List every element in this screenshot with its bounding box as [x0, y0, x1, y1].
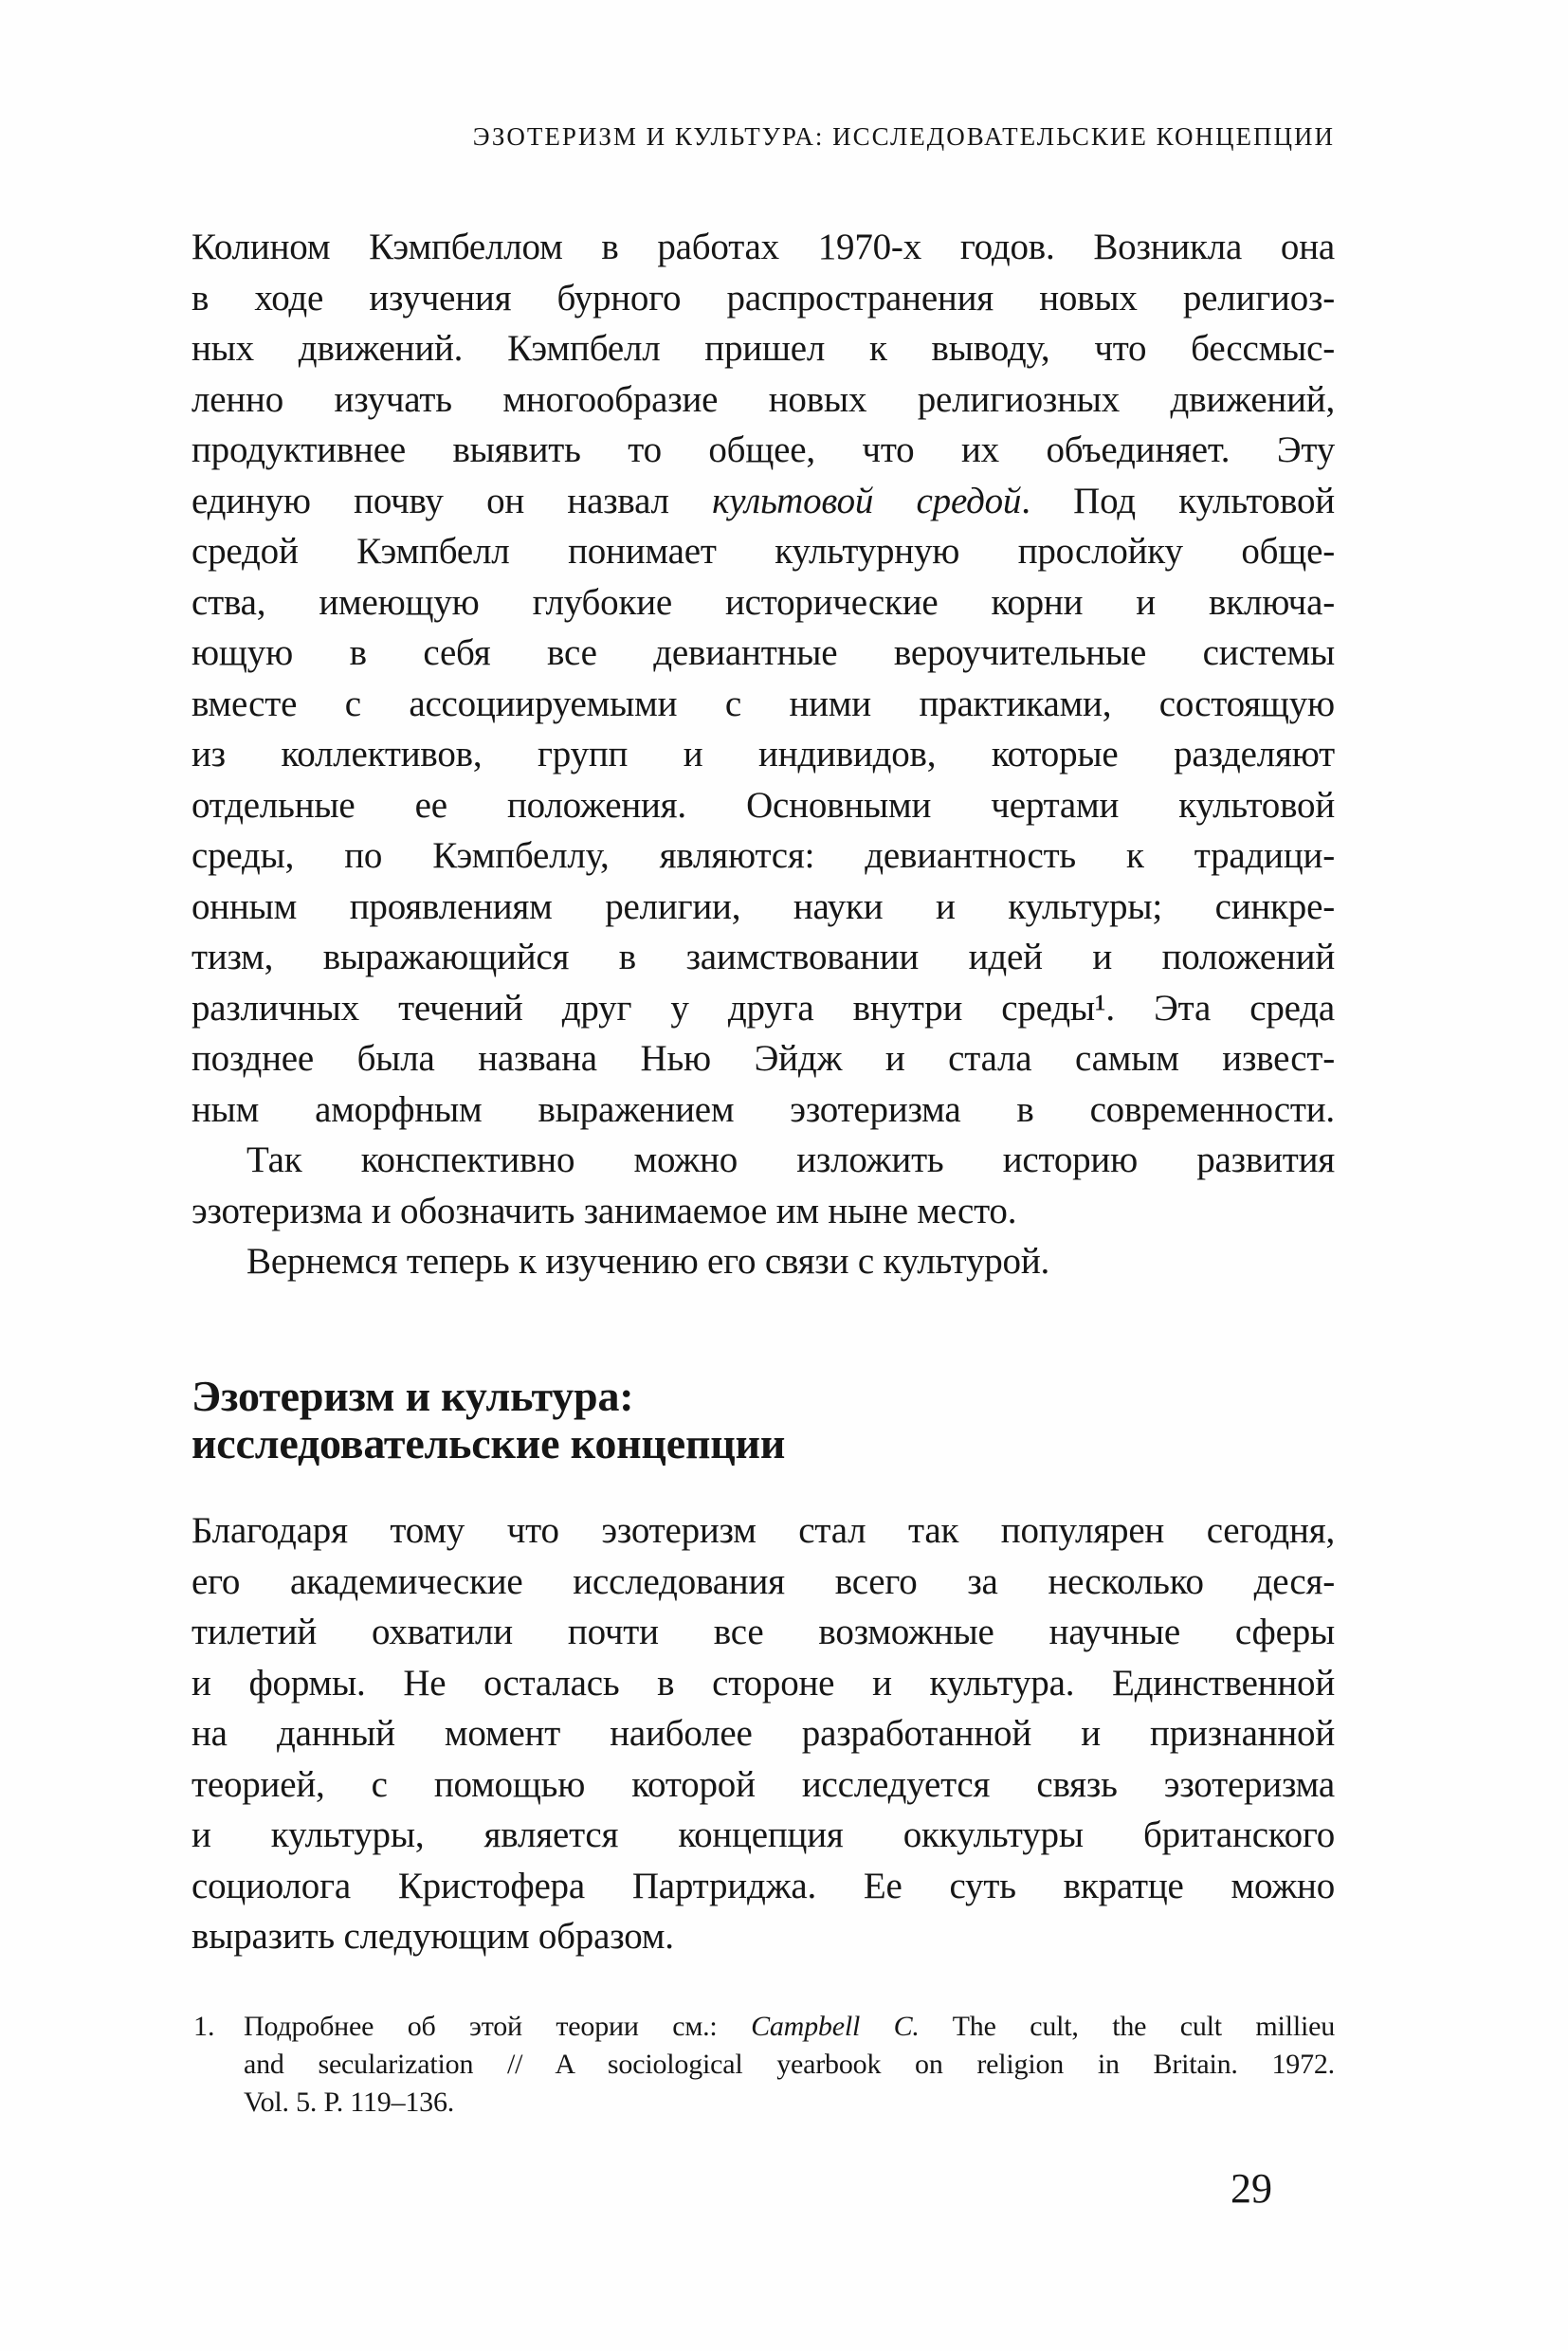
text-line: средой Кэмпбелл понимает культурную прослойку обще- [191, 531, 1335, 572]
text-line: эзотеризма и обозначить занимаемое им ныне место. [191, 1190, 1017, 1231]
text-line: ства, имеющую глубокие исторические корни и включа- [191, 581, 1335, 623]
text-line: Благодаря тому что эзотеризм стал так популярен сегодня, [191, 1510, 1335, 1551]
footnote-text [191, 2008, 1335, 2122]
section-heading-line2: исследовательские концепции [191, 1419, 786, 1467]
text-line: ных движений. Кэмпбелл пришел к выводу, что бессмыс- [191, 328, 1335, 369]
text-line: среды, по Кэмпбеллу, являются: девиантность к традици- [191, 835, 1335, 876]
text-line: ющую в себя все девиантные вероучительные системы [191, 632, 1335, 673]
text-line: онным проявлениям религии, науки и культуры; синкре- [191, 885, 1335, 927]
text-line: вместе с ассоциируемыми с ними практиками, состоящую [191, 683, 1335, 724]
text-line: его академические исследования всего за несколько деся- [191, 1560, 1335, 1602]
text-line: и формы. Не осталась в стороне и культура. Единственной [191, 1662, 1335, 1704]
section-heading [191, 1373, 785, 1467]
text-line: и культуры, является концепция оккультуры британского [191, 1814, 1335, 1855]
text-line: отдельные ее положения. Основными чертами культовой [191, 784, 1335, 826]
text-line: ленно изучать многообразие новых религиозных движений, [191, 378, 1335, 420]
text-line: Колином Кэмпбеллом в работах 1970-х годов. Возникла она [191, 227, 1335, 267]
text-line: ным аморфным выражением эзотеризма в современности. [191, 1088, 1335, 1130]
text-line: продуктивнее выявить то общее, что их объединяет. Эту [191, 429, 1335, 470]
text-line: единую почву он назвал культовой средой. Под культовой [191, 480, 1335, 521]
text-line: тизм, выражающийся в заимствовании идей и положений [191, 937, 1335, 977]
text-line: выразить следующим образом. [191, 1916, 674, 1957]
text-line: теорией, с помощью которой исследуется связь эзотеризма [191, 1763, 1335, 1805]
page-number: 29 [1231, 2165, 1272, 2212]
text-line: в ходе изучения бурного распространения новых религиоз- [191, 277, 1335, 319]
footnote [191, 2008, 1335, 2122]
running-header: ЭЗОТЕРИЗМ И КУЛЬТУРА: ИССЛЕДОВАТЕЛЬСКИЕ КОНЦЕПЦИИ [472, 122, 1335, 151]
text-line: на данный момент наиболее разработанной и признанной [191, 1713, 1335, 1754]
text-line: позднее была названа Нью Эйдж и стала самым извест- [191, 1038, 1335, 1079]
text-line: социолога Кристофера Партриджа. Ее суть вкратце можно [191, 1865, 1335, 1906]
text-line: Подробнее об этой теории см.: Campbell C. The cult, the cult millieu [244, 2011, 1335, 2042]
text-line: Так конспективно можно изложить историю развития [246, 1139, 1335, 1180]
text-line: из коллективов, групп и индивидов, которые разделяют [191, 734, 1335, 775]
text-line: Вернемся теперь к изучению его связи с культурой. [246, 1241, 1050, 1282]
section-heading-line1: Эзотеризм и культура: [191, 1372, 634, 1420]
paragraph-cult-milieu [191, 222, 1335, 1287]
text-line: and secularization // A sociological yearbook on religion in Britain. 1972. [244, 2049, 1335, 2080]
paragraph-occulture [191, 1505, 1335, 1962]
text-line: Vol. 5. P. 119–136. [244, 2087, 455, 2118]
text-line: тилетий охватили почти все возможные научные сферы [191, 1612, 1335, 1652]
text-line: различных течений друг у друга внутри среды¹. Эта среда [191, 987, 1335, 1029]
footnote-number: 1. [193, 2011, 215, 2042]
